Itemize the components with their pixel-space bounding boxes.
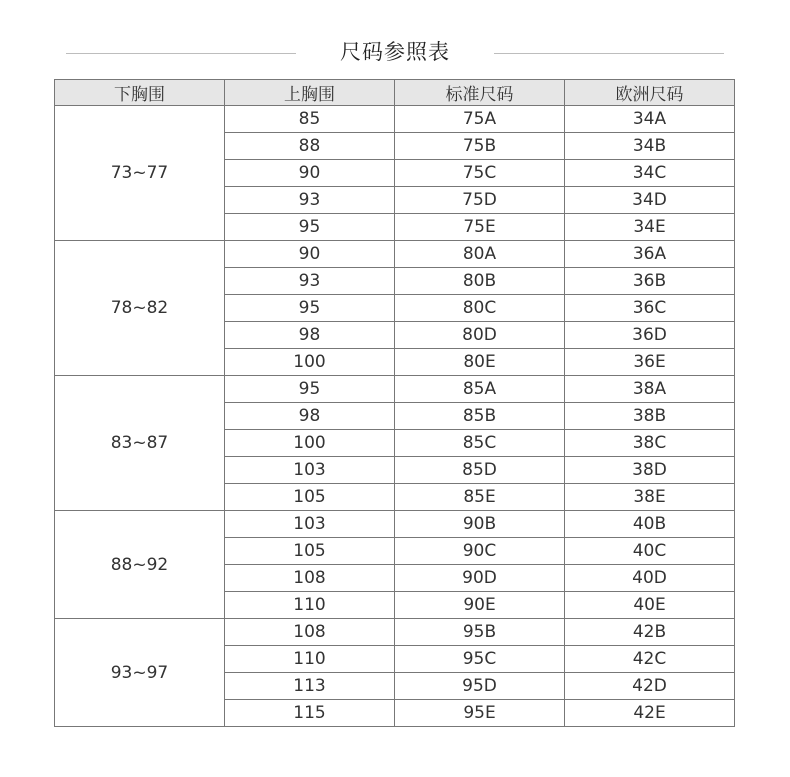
standard-size-cell: 90C: [395, 538, 565, 565]
eu-size-cell: 42B: [565, 619, 735, 646]
standard-size-cell: 95C: [395, 646, 565, 673]
standard-size-cell: 95E: [395, 700, 565, 727]
table-header: [55, 80, 735, 106]
standard-size-cell: 90B: [395, 511, 565, 538]
over-bust-cell: 105: [225, 538, 395, 565]
eu-size-cell: 34C: [565, 160, 735, 187]
over-bust-cell: 113: [225, 673, 395, 700]
eu-size-cell: 36B: [565, 268, 735, 295]
eu-size-cell: 38A: [565, 376, 735, 403]
eu-size-cell: 42E: [565, 700, 735, 727]
standard-size-cell: 90E: [395, 592, 565, 619]
table-row: [55, 106, 735, 133]
over-bust-cell: 105: [225, 484, 395, 511]
title-divider-right: [494, 53, 724, 54]
eu-size-cell: 42C: [565, 646, 735, 673]
standard-size-cell: 95B: [395, 619, 565, 646]
over-bust-cell: 95: [225, 295, 395, 322]
standard-size-cell: 80B: [395, 268, 565, 295]
eu-size-cell: 38B: [565, 403, 735, 430]
eu-size-cell: 34E: [565, 214, 735, 241]
table-row: [55, 619, 735, 646]
header-under-bust: 下胸围: [55, 80, 225, 106]
header-over-bust: 上胸围: [225, 80, 395, 106]
eu-size-cell: 36D: [565, 322, 735, 349]
eu-size-cell: 36E: [565, 349, 735, 376]
over-bust-cell: 95: [225, 376, 395, 403]
standard-size-cell: 80C: [395, 295, 565, 322]
title-row: [0, 30, 790, 70]
standard-size-cell: 75A: [395, 106, 565, 133]
eu-size-cell: 42D: [565, 673, 735, 700]
over-bust-cell: 93: [225, 187, 395, 214]
over-bust-cell: 100: [225, 349, 395, 376]
over-bust-cell: 110: [225, 646, 395, 673]
over-bust-cell: 103: [225, 457, 395, 484]
standard-size-cell: 85B: [395, 403, 565, 430]
standard-size-cell: 95D: [395, 673, 565, 700]
eu-size-cell: 34A: [565, 106, 735, 133]
over-bust-cell: 108: [225, 619, 395, 646]
standard-size-cell: 85E: [395, 484, 565, 511]
over-bust-cell: 115: [225, 700, 395, 727]
eu-size-cell: 40C: [565, 538, 735, 565]
over-bust-cell: 90: [225, 160, 395, 187]
under-bust-range: 88~92: [55, 511, 225, 619]
standard-size-cell: 85D: [395, 457, 565, 484]
under-bust-range: 83~87: [55, 376, 225, 511]
eu-size-cell: 38C: [565, 430, 735, 457]
under-bust-range: 73~77: [55, 106, 225, 241]
standard-size-cell: 75C: [395, 160, 565, 187]
eu-size-cell: 40E: [565, 592, 735, 619]
over-bust-cell: 85: [225, 106, 395, 133]
under-bust-range: 93~97: [55, 619, 225, 727]
over-bust-cell: 110: [225, 592, 395, 619]
eu-size-cell: 38D: [565, 457, 735, 484]
title-divider-left: [66, 53, 296, 54]
over-bust-cell: 88: [225, 133, 395, 160]
over-bust-cell: 100: [225, 430, 395, 457]
eu-size-cell: 38E: [565, 484, 735, 511]
header-standard-size: 标准尺码: [395, 80, 565, 106]
over-bust-cell: 95: [225, 214, 395, 241]
size-chart-table: [54, 79, 735, 727]
eu-size-cell: 40D: [565, 565, 735, 592]
under-bust-range: 78~82: [55, 241, 225, 376]
over-bust-cell: 98: [225, 322, 395, 349]
over-bust-cell: 90: [225, 241, 395, 268]
eu-size-cell: 36A: [565, 241, 735, 268]
over-bust-cell: 93: [225, 268, 395, 295]
over-bust-cell: 103: [225, 511, 395, 538]
table-row: [55, 241, 735, 268]
table-row: [55, 511, 735, 538]
standard-size-cell: 80D: [395, 322, 565, 349]
standard-size-cell: 80A: [395, 241, 565, 268]
table-body: [55, 106, 735, 727]
page-title: 尺码参照表: [340, 40, 450, 64]
standard-size-cell: 85A: [395, 376, 565, 403]
over-bust-cell: 108: [225, 565, 395, 592]
standard-size-cell: 75B: [395, 133, 565, 160]
table-row: [55, 376, 735, 403]
standard-size-cell: 85C: [395, 430, 565, 457]
standard-size-cell: 80E: [395, 349, 565, 376]
eu-size-cell: 40B: [565, 511, 735, 538]
standard-size-cell: 90D: [395, 565, 565, 592]
eu-size-cell: 34B: [565, 133, 735, 160]
eu-size-cell: 36C: [565, 295, 735, 322]
header-eu-size: 欧洲尺码: [565, 80, 735, 106]
over-bust-cell: 98: [225, 403, 395, 430]
eu-size-cell: 34D: [565, 187, 735, 214]
header-row: [55, 80, 735, 106]
standard-size-cell: 75E: [395, 214, 565, 241]
standard-size-cell: 75D: [395, 187, 565, 214]
